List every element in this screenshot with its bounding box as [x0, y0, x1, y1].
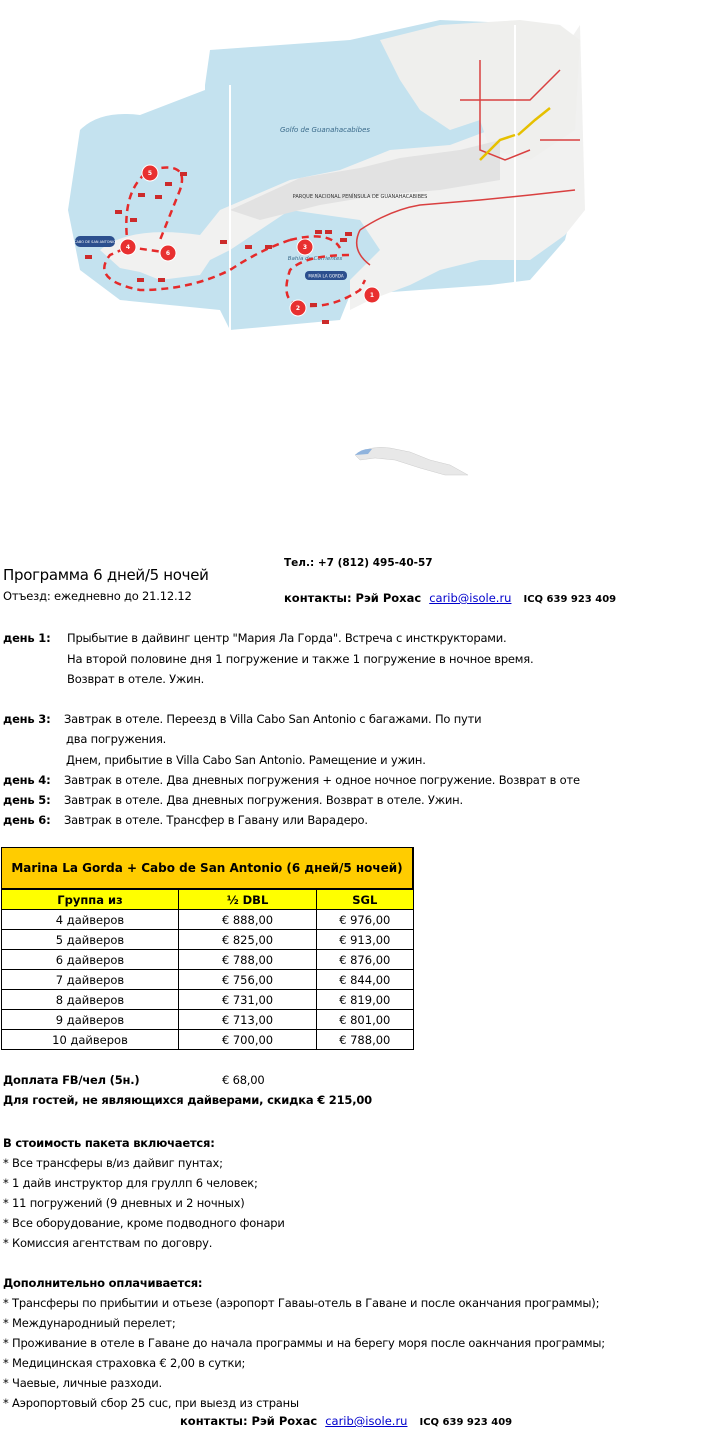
table-cell: € 876,00 — [317, 950, 414, 970]
day-line: Прыбытие в дайвинг центр "Мария Ла Горда". Встреча с инсткрукторами. — [67, 631, 507, 645]
table-row — [2, 990, 414, 1010]
stop-label: 5 — [147, 170, 153, 177]
price-table-caption: Marina La Gorda + Cabo de San Antonio (6 дней/5 ночей) — [2, 848, 414, 890]
map-label-marina: MARÍA LA GORDA — [308, 273, 344, 279]
table-cell: 8 дайверов — [2, 990, 179, 1010]
fb-label: Доплата FB/чел (5н.) — [3, 1073, 140, 1087]
table-row — [2, 1030, 414, 1050]
table-cell: 5 дайверов — [2, 930, 179, 950]
day-line: Завтрак в отеле. Два дневных погружения. Возврат в отеле. Ужин. — [64, 793, 463, 808]
column-header: Группа из — [2, 889, 179, 910]
page-title: Программа 6 дней/5 ночей — [3, 566, 209, 584]
non-diver-discount: Для гостей, не являющихся дайверами, скидка € 215,00 — [3, 1093, 372, 1107]
day-line: Завтрак в отеле. Переезд в Villa Cabo San Antonio с багажами. По пути — [64, 712, 482, 726]
day-line: Завтрак в отеле. Два дневных погружения + одное ночное погружение. Возврат в оте — [64, 772, 580, 787]
list-item: * Международниый перелет; — [3, 1316, 176, 1330]
table-cell: € 819,00 — [317, 990, 414, 1010]
map-label-cabo: CABO DE SAN ANTONIO — [74, 240, 116, 244]
column-header: SGL — [317, 889, 414, 910]
table-row — [2, 970, 414, 990]
table-cell: 9 дайверов — [2, 1010, 179, 1030]
list-item: * 11 погружений (9 дневных и 2 ночных) — [3, 1196, 245, 1210]
icq-number: ICQ 639 923 409 — [523, 594, 617, 605]
day-label: день 1: — [3, 631, 51, 645]
table-row — [2, 930, 414, 950]
table-row — [2, 950, 414, 970]
stop-label: 2 — [295, 305, 301, 312]
price-table-header — [2, 889, 414, 910]
table-cell: 10 дайверов — [2, 1030, 179, 1050]
contacts-label: контакты: Рэй Рохас — [180, 1414, 318, 1428]
day-line: Возврат в отеле. Ужин. — [67, 672, 205, 686]
table-cell: € 700,00 — [179, 1030, 317, 1050]
itinerary-days-3-6 — [3, 709, 580, 831]
day-label: день 4: — [3, 772, 51, 787]
phone-number: Тел.: +7 (812) 495-40-57 — [284, 557, 433, 569]
day-line: Завтрак в отеле. Трансфер в Гавану или Варадеро. — [64, 813, 368, 828]
included-section — [3, 1133, 285, 1253]
table-cell: € 788,00 — [317, 1030, 414, 1050]
list-item: * Все оборудование, кроме подводного фонари — [3, 1216, 285, 1230]
table-cell: € 913,00 — [317, 930, 414, 950]
stop-label: 6 — [165, 250, 171, 257]
stop-label: 4 — [125, 244, 131, 251]
table-cell: € 844,00 — [317, 970, 414, 990]
email-link[interactable]: carib@isole.ru — [325, 1414, 408, 1428]
stop-label: 1 — [369, 292, 375, 299]
table-cell: 6 дайверов — [2, 950, 179, 970]
additional-title: Дополнительно оплачивается: — [3, 1276, 203, 1290]
map-label-gulf: Golfo de Guanahacabibes — [279, 126, 371, 134]
email-link[interactable]: carib@isole.ru — [429, 591, 512, 605]
table-cell: € 825,00 — [179, 930, 317, 950]
day-line: Днем, прибытие в Villa Cabo San Antonio. Рамещение и ужин. — [66, 752, 426, 767]
list-item: * Чаевые, личные разходи. — [3, 1376, 162, 1390]
icq-number: ICQ 639 923 409 — [419, 1417, 513, 1428]
fb-value: € 68,00 — [222, 1073, 265, 1087]
day-label: день 5: — [3, 793, 51, 808]
stop-label: 3 — [302, 244, 308, 251]
map-label-bay: Bahía de Corrientes — [287, 256, 343, 262]
table-cell: 4 дайверов — [2, 910, 179, 930]
list-item: * Аэропортовый сбор 25 cuc, при выезд из страны — [3, 1396, 299, 1410]
table-row — [2, 910, 414, 930]
departure-info: Отъезд: ежедневно до 21.12.12 — [3, 589, 192, 603]
contacts-label: контакты: Рэй Рохас — [284, 591, 422, 605]
column-header: ½ DBL — [179, 889, 317, 910]
list-item: * Проживание в отеле в Гаване до начала программы и на берегу моря после оакнчания программы; — [3, 1336, 605, 1350]
list-item: * Комиссия агентствам по договру. — [3, 1236, 213, 1250]
included-title: В стоимость пакета включается: — [3, 1136, 215, 1150]
table-cell: € 713,00 — [179, 1010, 317, 1030]
dive-route-map — [60, 10, 590, 340]
list-item: * Трансферы по прибытии и отьезе (аэропорт Гаваы-отель в Гаване и после оканчания программы); — [3, 1296, 600, 1310]
list-item: * 1 дайв инструктор для груллп 6 человек; — [3, 1176, 258, 1190]
day-line: На второй половине дня 1 погружение и также 1 погружение в ночное время. — [67, 651, 534, 666]
table-cell: 7 дайверов — [2, 970, 179, 990]
table-cell: € 888,00 — [179, 910, 317, 930]
itinerary-day-1 — [3, 628, 533, 690]
price-table — [1, 847, 414, 1050]
table-row — [2, 1010, 414, 1030]
table-cell: € 976,00 — [317, 910, 414, 930]
table-cell: € 731,00 — [179, 990, 317, 1010]
list-item: * Медицинская страховка € 2,00 в сутки; — [3, 1356, 246, 1370]
table-cell: € 788,00 — [179, 950, 317, 970]
day-line: два погружения. — [66, 732, 167, 747]
cuba-locator-map — [350, 440, 470, 490]
day-label: день 6: — [3, 813, 51, 828]
footer-contacts — [180, 1414, 512, 1428]
header-contacts — [284, 591, 616, 605]
table-cell: € 756,00 — [179, 970, 317, 990]
map-label-park: PARQUE NACIONAL PENÍNSULA DE GUANAHACABIBES — [292, 194, 428, 200]
list-item: * Все трансферы в/из дайвиг пунтах; — [3, 1156, 223, 1170]
table-cell: € 801,00 — [317, 1010, 414, 1030]
fb-supplement — [3, 1073, 265, 1087]
day-label: день 3: — [3, 712, 51, 726]
additional-section — [3, 1273, 605, 1413]
